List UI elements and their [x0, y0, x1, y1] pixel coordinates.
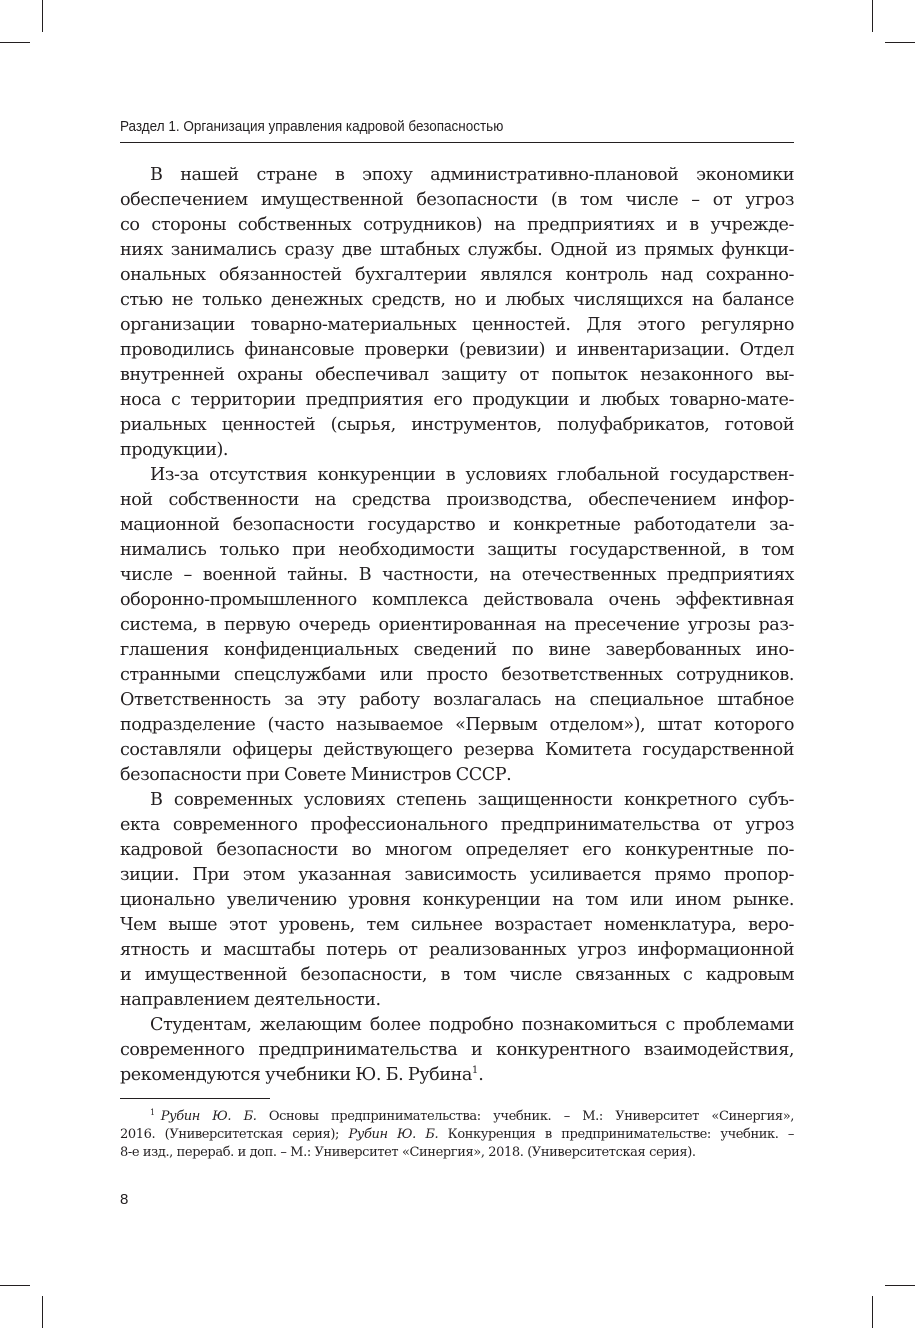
text-line-content: рекомендуются учебники Ю. Б. Рубина: [120, 1065, 472, 1085]
footnote: [120, 1108, 794, 1162]
text-line: Ответственность за эту работу возлагалась на специальное штабное: [120, 690, 794, 710]
sentence-end: .: [478, 1065, 484, 1085]
text-line: безопасности при Совете Министров СССР.: [120, 765, 512, 785]
footnote-line: 8-е изд., перераб. и доп. – М.: Университет «Синергия», 2018. (Университетская серия).: [120, 1145, 696, 1160]
text-line: подразделение (часто называемое «Первым отделом»), штат которого: [120, 715, 794, 735]
text-line: проводились финансовые проверки (ревизии) и инвентаризации. Отдел: [120, 340, 794, 360]
footnote-line: [120, 1108, 794, 1126]
text-line: екта современного профессионального предпринимательства от угроз: [120, 815, 794, 835]
text-line: В современных условиях степень защищенности конкретного субъ-: [150, 790, 794, 810]
text-line: современного предпринимательства и конкурентного взаимодействия,: [120, 1040, 794, 1060]
footnote-text: 2016. (Университетская серия);: [120, 1127, 349, 1142]
crop-mark: [0, 42, 30, 43]
text-line: Из-за отсутствия конкуренции в условиях глобальной государствен-: [150, 465, 794, 485]
body-text: [120, 163, 794, 1088]
footnote-author: Рубин Ю. Б.: [160, 1109, 257, 1124]
text-line: В нашей стране в эпоху административно-плановой экономики: [150, 165, 794, 185]
running-head: Раздел 1. Организация управления кадровой безопасностью: [120, 118, 504, 135]
text-line: направлением деятельности.: [120, 990, 381, 1010]
crop-mark: [42, 0, 43, 32]
footnote-text: Конкуренция в предпринимательстве: учебник. –: [438, 1127, 795, 1142]
text-line: носа с территории предприятия его продукции и любых товарно-мате-: [120, 390, 794, 410]
text-line: составляли офицеры действующего резерва Комитета государственной: [120, 740, 794, 760]
header-rule: [120, 142, 794, 143]
text-line: ной собственности на средства производства, обеспечением инфор-: [120, 490, 794, 510]
page-number: 8: [120, 1191, 129, 1208]
text-line: со стороны собственных сотрудников) на предприятиях и в учрежде-: [120, 215, 794, 235]
crop-mark: [42, 1296, 43, 1328]
text-line: нимались только при необходимости защиты государственной, в том: [120, 540, 794, 560]
text-line: мационной безопасности государство и конкретные работодатели за-: [120, 515, 794, 535]
crop-mark: [0, 1285, 30, 1286]
text-line: система, в первую очередь ориентированная на пресечение угрозы раз-: [120, 615, 794, 635]
text-line: стью не только денежных средств, но и любых числящихся на балансе: [120, 290, 794, 310]
text-line: [120, 1063, 794, 1088]
text-line: ятность и масштабы потерь от реализованных угроз информационной: [120, 940, 794, 960]
text-line: оборонно-промышленного комплекса действовала очень эффективная: [120, 590, 794, 610]
text-line: ционально увеличению уровня конкуренции на том или ином рынке.: [120, 890, 794, 910]
crop-mark: [872, 1296, 873, 1328]
text-line: продукции).: [120, 440, 229, 460]
text-line: глашения конфиденциальных сведений по вине завербованных ино-: [120, 640, 794, 660]
footnote-rule: [120, 1098, 270, 1099]
footnote-number: 1: [150, 1107, 155, 1117]
text-line: риальных ценностей (сырья, инструментов, полуфабрикатов, готовой: [120, 415, 794, 435]
text-line: кадровой безопасности во многом определяет его конкурентные по-: [120, 840, 794, 860]
text-line: зиции. При этом указанная зависимость усиливается прямо пропор-: [120, 865, 794, 885]
text-line: ональных обязанностей бухгалтерии являлся контроль над сохранно-: [120, 265, 794, 285]
text-line: странными спецслужбами или просто безответственных сотрудников.: [120, 665, 794, 685]
text-line: Студентам, желающим более подробно познакомиться с проблемами: [150, 1015, 794, 1035]
text-line: ниях занимались сразу две штабных службы. Одной из прямых функци-: [120, 240, 794, 260]
crop-mark: [885, 1285, 915, 1286]
text-line: и имущественной безопасности, в том числе связанных с кадровым: [120, 965, 794, 985]
footnote-line: [120, 1126, 794, 1144]
crop-mark: [872, 0, 873, 32]
text-line: числе – военной тайны. В частности, на отечественных предприятиях: [120, 565, 794, 585]
text-line: Чем выше этот уровень, тем сильнее возрастает номенклатура, веро-: [120, 915, 794, 935]
footnote-text: Основы предпринимательства: учебник. – М.: Университет «Синергия»,: [256, 1109, 795, 1124]
text-line: внутренней охраны обеспечивал защиту от попыток незаконного вы-: [120, 365, 794, 385]
crop-mark: [885, 42, 915, 43]
footnote-author: Рубин Ю. Б.: [348, 1127, 439, 1142]
text-line: обеспечением имущественной безопасности (в том числе – от угроз: [120, 190, 794, 210]
text-line: организации товарно-материальных ценностей. Для этого регулярно: [120, 315, 794, 335]
footnote-reference[interactable]: 1: [471, 1065, 479, 1077]
